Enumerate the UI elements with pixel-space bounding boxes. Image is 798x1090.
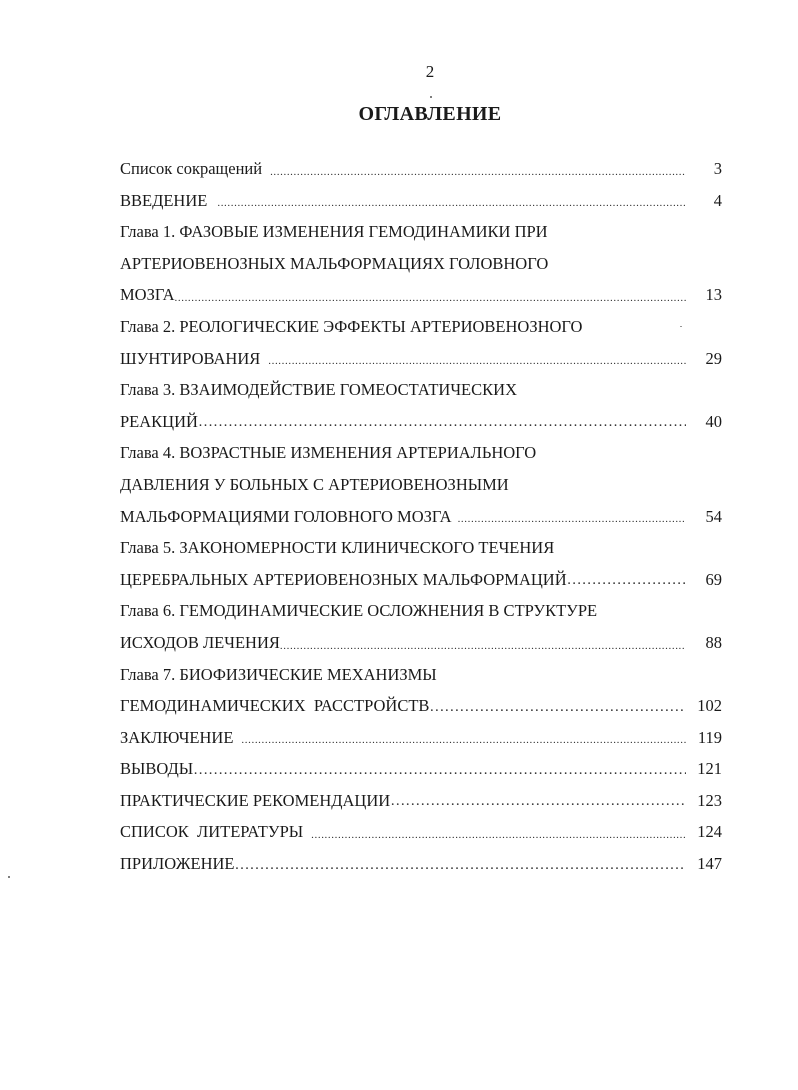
toc-page-number: 88 (705, 632, 722, 652)
toc-page-number: 102 (697, 696, 722, 716)
toc-entry-text: ЗАКЛЮЧЕНИЕ (120, 727, 234, 747)
toc-entry-appendix[interactable] (120, 848, 722, 880)
page-number: 2 (425, 62, 435, 81)
toc-entry-chapter-4-cont[interactable] (120, 469, 722, 501)
toc-entry-chapter-1-end[interactable] (120, 279, 722, 311)
toc-entry-recommendations[interactable] (120, 785, 722, 817)
toc-page-number: 121 (697, 759, 722, 779)
toc-page-number: 147 (697, 854, 722, 874)
toc-entry-chapter-4-end[interactable] (120, 501, 722, 533)
toc-entry-chapter-6[interactable] (120, 595, 722, 627)
toc-entry-text: СПИСОК ЛИТЕРАТУРЫ (120, 822, 304, 842)
toc-entry-text: Глава 5. ЗАКОНОМЕРНОСТИ КЛИНИЧЕСКОГО ТЕЧЕНИЯ (120, 538, 555, 558)
toc-entry-chapter-4[interactable] (120, 437, 722, 469)
toc-entry-text: РЕАКЦИЙ (120, 411, 198, 431)
toc-entry-text: Список сокращений (120, 159, 263, 178)
toc-entry-chapter-3[interactable] (120, 374, 722, 406)
dot-leader (198, 406, 686, 438)
dot-leader (390, 785, 686, 817)
toc-entry-text: ЦЕРЕБРАЛЬНЫХ АРТЕРИОВЕНОЗНЫХ МАЛЬФОРМАЦИЙ (120, 569, 567, 589)
toc-entry-text: АРТЕРИОВЕНОЗНЫХ МАЛЬФОРМАЦИЯХ ГОЛОВНОГО (120, 253, 549, 273)
toc-entry-text: ПРАКТИЧЕСКИЕ РЕКОМЕНДАЦИИ (120, 790, 391, 810)
dot-leader (567, 564, 686, 596)
toc-entry-text: ДАВЛЕНИЯ У БОЛЬНЫХ С АРТЕРИОВЕНОЗНЫМИ (120, 474, 509, 494)
dot-leader (429, 690, 686, 722)
scan-speck (8, 876, 10, 878)
dot-leader (270, 153, 686, 185)
toc-entry-chapter-2-end[interactable] (120, 343, 722, 375)
toc-entry-text: Глава 1. ФАЗОВЫЕ ИЗМЕНЕНИЯ ГЕМОДИНАМИКИ ПРИ (120, 222, 548, 242)
toc-entry-text: Глава 6. ГЕМОДИНАМИЧЕСКИЕ ОСЛОЖНЕНИЯ В СТРУКТУРЕ (120, 601, 598, 621)
toc-entry-chapter-1-cont[interactable] (120, 248, 722, 280)
dot-leader (234, 848, 686, 880)
toc-entry-chapter-6-end[interactable] (120, 627, 722, 659)
page-title: ОГЛАВЛЕНИЕ (358, 103, 502, 125)
dot-leader (458, 501, 686, 533)
toc-entry-findings[interactable] (120, 753, 722, 785)
toc-entry-chapter-5-end[interactable] (120, 564, 722, 596)
toc-page-number: 3 (713, 159, 722, 178)
dot-leader (175, 279, 686, 311)
toc-entry-text: ИСХОДОВ ЛЕЧЕНИЯ (120, 632, 280, 652)
toc-entry-chapter-2[interactable] (120, 311, 722, 343)
toc-page-number: 40 (705, 411, 722, 431)
toc-page-number: 119 (697, 727, 722, 747)
dot-leader (241, 722, 686, 754)
dot-leader (268, 343, 686, 375)
toc-page-number: 4 (713, 190, 722, 210)
toc-entry-chapter-3-end[interactable] (120, 406, 722, 438)
toc-entry-text: ВВЕДЕНИЕ (120, 190, 208, 210)
dot-leader (193, 753, 686, 785)
toc-page-number: 124 (697, 822, 722, 842)
toc-entry-abbreviations[interactable] (120, 153, 722, 185)
toc-entry-text: Глава 4. ВОЗРАСТНЫЕ ИЗМЕНЕНИЯ АРТЕРИАЛЬНОГО (120, 443, 537, 463)
toc-entry-text: ШУНТИРОВАНИЯ (120, 348, 261, 368)
toc-page-number: 69 (705, 569, 722, 589)
toc-page-number: 54 (705, 506, 722, 526)
toc-entry-chapter-1[interactable] (120, 216, 722, 248)
toc-entry-chapter-5[interactable] (120, 532, 722, 564)
toc-entry-introduction[interactable] (120, 185, 722, 217)
toc-entry-text: Глава 7. БИОФИЗИЧЕСКИЕ МЕХАНИЗМЫ (120, 664, 437, 684)
toc-entry-text: ПРИЛОЖЕНИЕ (120, 854, 235, 874)
toc-page-number: 123 (697, 790, 722, 810)
toc-entry-text: ВЫВОДЫ (120, 759, 194, 779)
toc-entry-chapter-7-end[interactable] (120, 690, 722, 722)
table-of-contents (120, 153, 722, 880)
toc-entry-text: Глава 2. РЕОЛОГИЧЕСКИЕ ЭФФЕКТЫ АРТЕРИОВЕНОЗНОГО (120, 316, 583, 336)
toc-entry-text: ГЕМОДИНАМИЧЕСКИХ РАССТРОЙСТВ (120, 696, 430, 716)
dot-leader (217, 185, 686, 217)
toc-entry-text: МАЛЬФОРМАЦИЯМИ ГОЛОВНОГО МОЗГА (120, 506, 452, 526)
toc-page-number: 13 (705, 285, 722, 305)
toc-entry-chapter-7[interactable] (120, 659, 722, 691)
toc-page-number: 29 (705, 348, 722, 368)
dot-leader (280, 627, 686, 659)
toc-entry-conclusion[interactable] (120, 722, 722, 754)
toc-entry-text: МОЗГА (120, 285, 175, 305)
toc-entry-text: Глава 3. ВЗАИМОДЕЙСТВИЕ ГОМЕОСТАТИЧЕСКИХ (120, 380, 517, 400)
dot-leader (311, 816, 686, 848)
scan-speck (430, 96, 432, 98)
toc-entry-references[interactable] (120, 816, 722, 848)
